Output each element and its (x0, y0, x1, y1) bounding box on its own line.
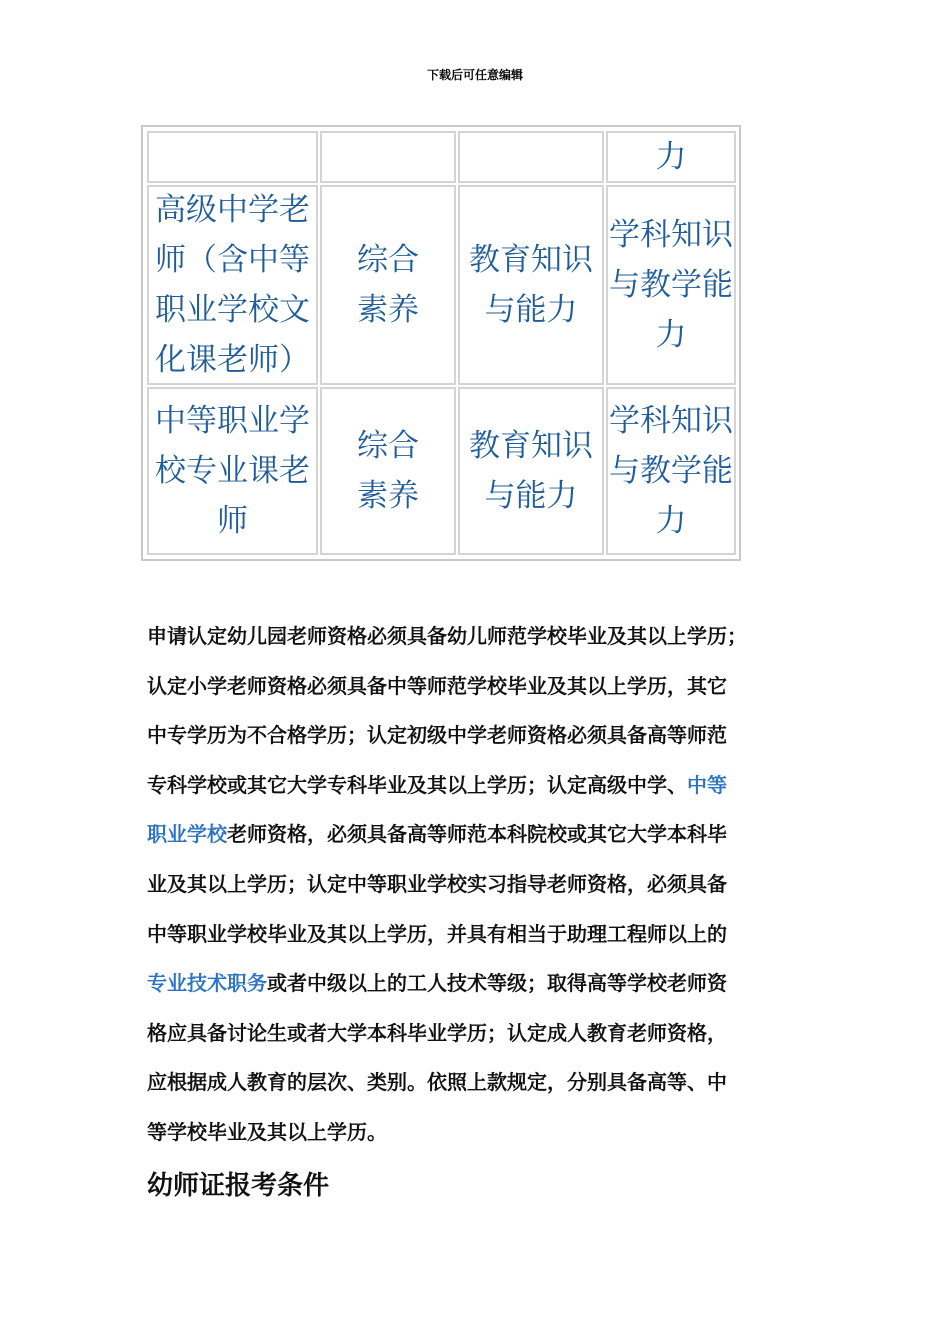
table-cell-text: 力 (655, 139, 687, 175)
table-cell-r1-c2 (320, 185, 456, 385)
table-cell-r2-c4 (606, 387, 736, 555)
table-cell-line: 素养 (357, 478, 419, 514)
paragraph-line: 中等职业学校毕业及其以上学历，并具有相当于助理工程师以上的 (147, 921, 727, 946)
paragraph-line (147, 810, 827, 860)
paragraph-line: 应根据成人教育的层次、类别。依照上款规定，分别具备高等、中 (147, 1070, 727, 1095)
table-cell-line: 学科知识 (609, 403, 733, 439)
paragraph-line: 格应具备讨论生或者大学本科毕业学历；认定成人教育老师资格， (147, 1020, 727, 1045)
header-note: 下载后可任意编辑 (426, 68, 523, 82)
table-cell-line: 与教学能 (609, 453, 733, 489)
table-cell-line: 综合 (357, 428, 419, 464)
paragraph-line: 业及其以上学历；认定中等职业学校实习指导老师资格，必须具备 (147, 871, 727, 896)
link-vocational-school[interactable]: 职业学校 (147, 822, 227, 847)
table-cell-r1-c3 (458, 185, 604, 385)
paragraph-line-text: 专科学校或其它大学专科毕业及其以上学历；认定高级中学、 (147, 772, 687, 797)
table-cell-r2-c1 (147, 387, 318, 555)
table-cell-line: 教育知识 (469, 242, 593, 278)
table-cell-line: 教育知识 (469, 428, 593, 464)
table-cell-line: 素养 (357, 292, 419, 328)
link-secondary-vocational[interactable]: 中等 (687, 772, 727, 797)
table-cell-r0-c3 (458, 131, 604, 183)
table-cell-line: 与能力 (484, 478, 578, 514)
table-cell-line: 职业学校文 (155, 292, 310, 328)
table-cell-r0-c2 (320, 131, 456, 183)
qualification-table (141, 125, 741, 561)
paragraph-line: 认定小学老师资格必须具备中等师范学校毕业及其以上学历，其它 (147, 673, 727, 698)
link-professional-title[interactable]: 专业技术职务 (147, 971, 267, 996)
table-cell-line: 校专业课老 (155, 453, 310, 489)
table-cell-line: 中等职业学 (155, 403, 310, 439)
paragraph-line (147, 959, 827, 1009)
section-heading: 幼师证报考条件 (147, 1171, 330, 1201)
table-cell-r2-c2 (320, 387, 456, 555)
table-cell-line: 与教学能 (609, 267, 733, 303)
paragraph-line-text: 或者中级以上的工人技术等级；取得高等学校老师资 (267, 971, 727, 996)
body-paragraph (147, 612, 827, 1158)
table-cell-line: 力 (655, 317, 687, 353)
paragraph-line: 中专学历为不合格学历；认定初级中学老师资格必须具备高等师范 (147, 723, 727, 748)
table-cell-r1-c4 (606, 185, 736, 385)
paragraph-line: 等学校毕业及其以上学历。 (147, 1119, 387, 1144)
paragraph-line: 申请认定幼儿园老师资格必须具备幼儿师范学校毕业及其以上学历； (147, 624, 747, 648)
paragraph-line (147, 761, 827, 811)
table-cell-line: 师（含中等 (155, 242, 310, 278)
table-cell-r1-c1 (147, 185, 318, 385)
table-cell-r0-c1 (147, 131, 318, 183)
table-cell-line: 化课老师） (155, 342, 310, 378)
table-cell-line: 力 (655, 503, 687, 539)
table-cell-line: 与能力 (484, 292, 578, 328)
table-cell-line: 高级中学老 (155, 192, 310, 228)
table-cell-r2-c3 (458, 387, 604, 555)
paragraph-line-text: 老师资格，必须具备高等师范本科院校或其它大学本科毕 (227, 822, 727, 847)
table-cell-line: 学科知识 (609, 217, 733, 253)
table-cell-r0-c4 (606, 131, 736, 183)
table-cell-line: 综合 (357, 242, 419, 278)
table-cell-line: 师 (217, 503, 248, 539)
